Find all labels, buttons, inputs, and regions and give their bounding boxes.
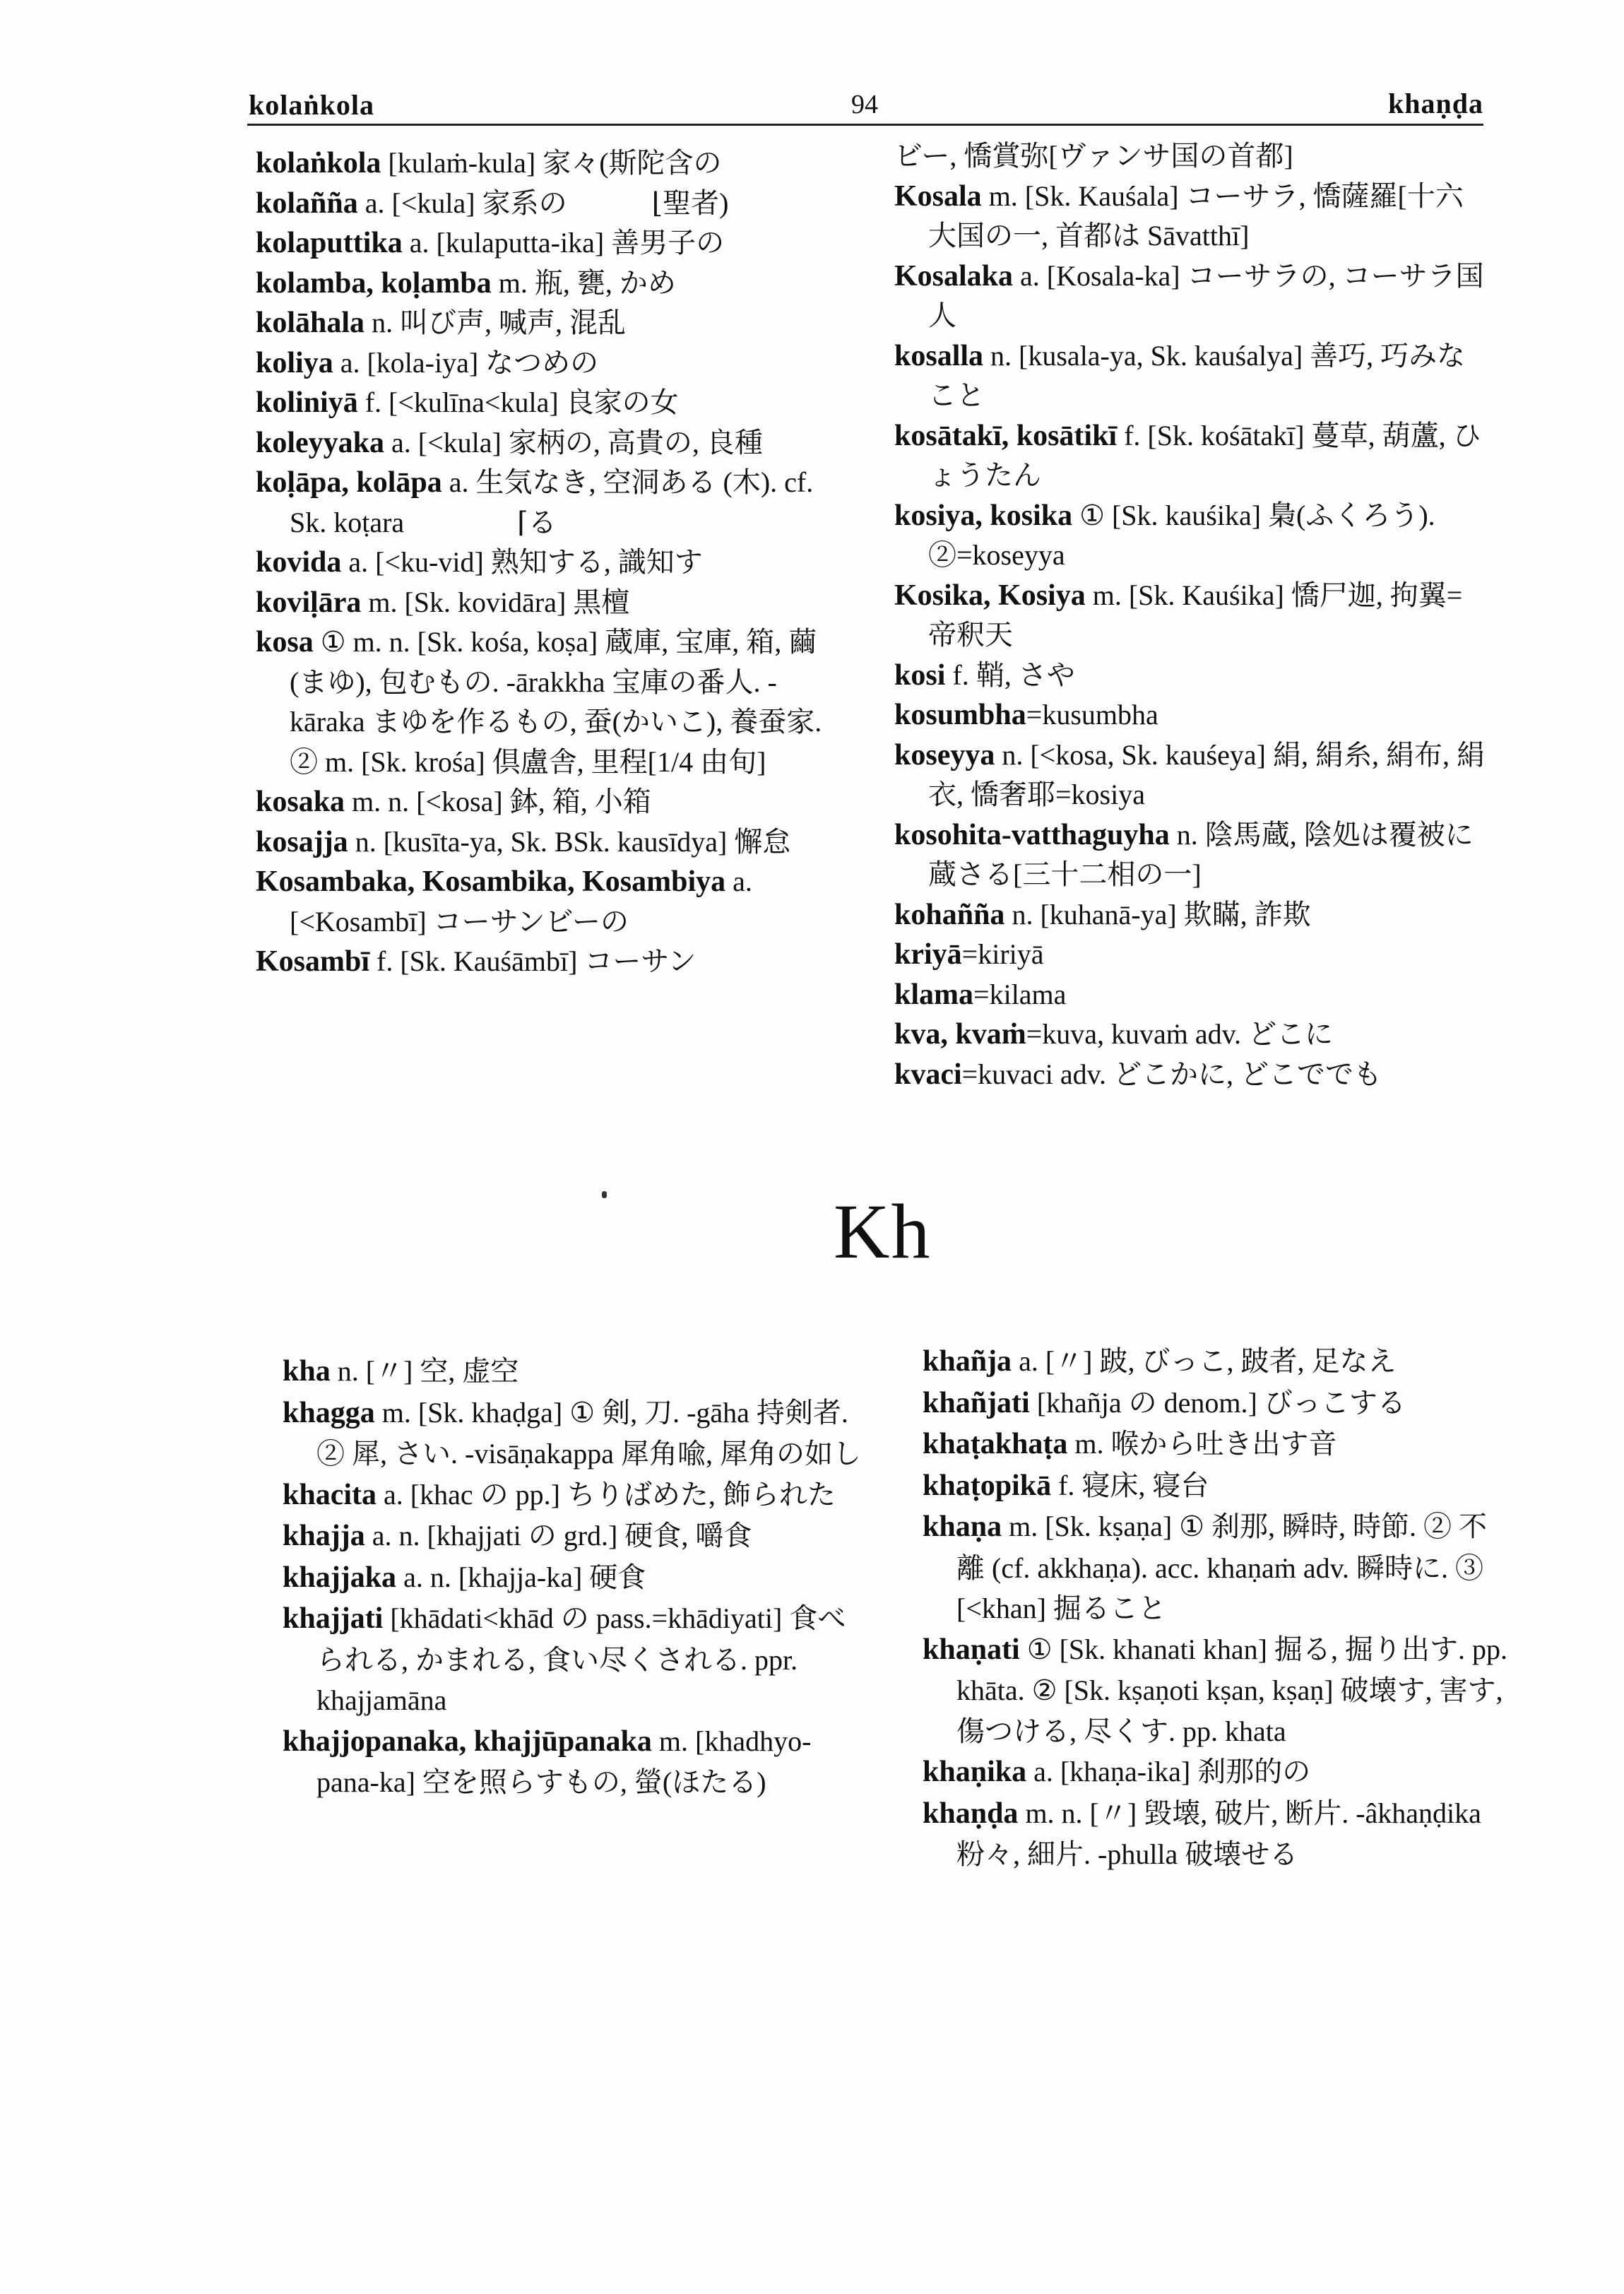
entry-definition: a. [<kula] 家系の ⌊聖者) bbox=[357, 187, 729, 219]
dictionary-entry bbox=[256, 782, 842, 822]
entry-definition: a. n. [khajja-ka] 硬食 bbox=[396, 1561, 646, 1593]
dictionary-entry bbox=[894, 935, 1488, 975]
entry-definition: a. [khaṇa-ika] 刹那的の bbox=[1026, 1756, 1311, 1787]
entry-headword: Kosala bbox=[894, 179, 982, 213]
entry-headword: kosiya, kosika bbox=[894, 499, 1073, 532]
entry-headword: khañja bbox=[923, 1345, 1012, 1378]
entry-definition: m. [Sk. Kauśika] 憍尸迦, 拘翼=帝釈天 bbox=[928, 579, 1463, 651]
dictionary-entry bbox=[283, 1515, 869, 1557]
dictionary-entry bbox=[894, 336, 1488, 416]
dictionary-entry bbox=[894, 576, 1488, 656]
entry-headword: Kosalaka bbox=[894, 259, 1014, 292]
entry-headword: kolaṅkola bbox=[256, 147, 381, 179]
entry-headword: khacita bbox=[283, 1478, 377, 1511]
entry-definition: n. [kusīta-ya, Sk. BSk. kausīdya] 懈怠 bbox=[348, 825, 791, 858]
header-rule bbox=[247, 124, 1483, 126]
entry-headword: khajja bbox=[283, 1520, 365, 1552]
entry-definition: a. [kulaputta-ika] 善男子の bbox=[402, 227, 725, 259]
dictionary-entry bbox=[894, 256, 1488, 336]
dictionary-entry bbox=[283, 1474, 869, 1516]
dictionary-entry bbox=[256, 143, 842, 184]
dictionary-entry bbox=[256, 862, 842, 942]
entry-definition: a. 生気なき, 空洞ある (木). cf. Sk. koṭara ⌈る bbox=[290, 466, 814, 538]
dictionary-entry bbox=[256, 822, 842, 863]
dictionary-entry bbox=[894, 895, 1488, 935]
entry-headword: kolaputtika bbox=[256, 227, 403, 259]
entry-headword: koleyyaka bbox=[256, 426, 385, 459]
entry-definition: n. [〃] 空, 虚空 bbox=[330, 1355, 519, 1387]
entry-headword: kolañña bbox=[256, 187, 358, 220]
entry-definition: f. [<kulīna<kula] 良家の女 bbox=[357, 386, 679, 418]
entry-headword: kohañña bbox=[894, 898, 1005, 931]
dictionary-entry bbox=[894, 695, 1488, 735]
entry-definition: m. [Sk. kṣaṇa] ① 刹那, 瞬時, 時節. ② 不離 (cf. akkhaṇa). acc. khaṇaṁ adv. 瞬時に. ③ [<khan] 掘ること bbox=[956, 1510, 1488, 1624]
entry-definition: f. [Sk. kośātakī] 蔓草, 葫蘆, ひょうたん bbox=[928, 419, 1481, 491]
dictionary-entry bbox=[283, 1598, 869, 1721]
entry-headword: Kosika, Kosiya bbox=[894, 579, 1086, 612]
entry-definition: ビー, 憍賞弥[ヴァンサ国の首都] bbox=[894, 140, 1293, 172]
entry-headword: khajjopanaka, khajjūpanaka bbox=[283, 1725, 652, 1758]
running-head-left: kolaṅkola bbox=[249, 89, 374, 121]
dictionary-entry bbox=[256, 264, 842, 304]
entry-definition: m. 瓶, 甕, かめ bbox=[491, 266, 676, 299]
entry-definition: [kulaṁ-kula] 家々(斯陀含の bbox=[381, 147, 722, 179]
entry-definition: m. [Sk. khaḍga] ① 剣, 刀. -gāha 持剣者. ② 犀, さい. -visāṇakappa 犀角喩, 犀角の如し bbox=[316, 1396, 862, 1470]
entry-headword: kolāhala bbox=[256, 307, 365, 339]
entry-definition: =kuva, kuvaṁ adv. どこに bbox=[1026, 1018, 1334, 1050]
entry-headword: koliniyā bbox=[256, 386, 358, 419]
entry-headword: koliya bbox=[256, 346, 333, 379]
entry-definition: [khādati<khād の pass.=khādiyati] 食べられる, かまれる, 食い尽くされる. ppr. khajjamāna bbox=[316, 1602, 846, 1716]
entry-definition: =kusumbha bbox=[1026, 699, 1158, 731]
dictionary-entry bbox=[256, 463, 842, 543]
entry-definition: =kuvaci adv. どこかに, どこででも bbox=[961, 1058, 1382, 1090]
entry-definition: ① m. n. [Sk. kośa, koṣa] 蔵庫, 宝庫, 箱, 繭(まゆ), 包むもの. -ārakkha 宝庫の番人. -kāraka まゆを作るもの, 蚕(かいこ), 養蚕家. ② m. [Sk. krośa] 倶盧舎, 里程[1/4 由旬] bbox=[290, 626, 822, 778]
entry-definition: [khañja の denom.] びっこする bbox=[1029, 1386, 1406, 1419]
entry-headword: kosumbha bbox=[894, 699, 1026, 731]
page-number: 94 bbox=[851, 90, 878, 119]
dictionary-entry bbox=[923, 1506, 1509, 1629]
entry-headword: kosi bbox=[894, 658, 946, 692]
dictionary-entry bbox=[256, 942, 842, 982]
dictionary-entry bbox=[283, 1721, 869, 1803]
entry-definition: a. [Kosala-ka] コーサラの, コーサラ国人 bbox=[928, 259, 1484, 331]
entry-headword: khañjati bbox=[923, 1386, 1030, 1419]
entry-definition: n. [<kosa, Sk. kauśeya] 絹, 絹糸, 絹布, 絹衣, 憍奢耶=kosiya bbox=[928, 738, 1485, 810]
entry-headword: klama bbox=[894, 978, 974, 1011]
entry-headword: kosātakī, kosātikī bbox=[894, 419, 1118, 452]
entry-headword: koḷāpa, kolāpa bbox=[256, 466, 442, 499]
column-top-left bbox=[256, 143, 842, 982]
entry-headword: khaṭopikā bbox=[923, 1469, 1052, 1502]
entry-definition: m. [Sk. Kauśala] コーサラ, 憍薩羅[十六大国の一, 首都は Sāvatthī] bbox=[928, 179, 1464, 252]
entry-definition: f. 寝床, 寝台 bbox=[1051, 1469, 1209, 1501]
entry-headword: khaṇa bbox=[923, 1510, 1002, 1543]
dictionary-entry bbox=[256, 543, 842, 583]
entry-definition: m. [Sk. kovidāra] 黒檀 bbox=[361, 586, 630, 618]
dictionary-entry bbox=[894, 496, 1488, 576]
dictionary-entry bbox=[256, 223, 842, 264]
entry-definition: n. 叫び声, 喊声, 混乱 bbox=[364, 307, 627, 338]
running-head-right: khaṇḍa bbox=[1388, 88, 1483, 119]
entry-headword: Kosambaka, Kosambika, Kosambiya bbox=[256, 865, 726, 898]
dictionary-entry bbox=[894, 416, 1488, 496]
entry-headword: Kosambī bbox=[256, 945, 370, 978]
entry-headword: kovida bbox=[256, 546, 342, 579]
dictionary-entry bbox=[256, 583, 842, 623]
entry-headword: kha bbox=[283, 1355, 331, 1388]
dictionary-entry bbox=[923, 1465, 1509, 1507]
dictionary-entry bbox=[894, 1015, 1488, 1055]
entry-headword: kosa bbox=[256, 626, 314, 658]
entry-definition: a. [<ku-vid] 熟知する, 識知す bbox=[341, 546, 703, 578]
column-bottom-right bbox=[923, 1341, 1509, 1875]
entry-definition: n. [kusala-ya, Sk. kauśalya] 善巧, 巧みなこと bbox=[928, 339, 1466, 411]
entry-headword: koviḷāra bbox=[256, 586, 362, 619]
entry-headword: khaṇika bbox=[923, 1756, 1027, 1788]
print-speck bbox=[602, 1191, 607, 1198]
entry-headword: kva, kvaṁ bbox=[894, 1018, 1026, 1051]
dictionary-entry bbox=[923, 1793, 1509, 1875]
entry-definition: n. [kuhanā-ya] 欺瞞, 詐欺 bbox=[1004, 898, 1311, 930]
entry-definition: m. n. [〃] 毀壊, 破片, 断片. -âkhaṇḍika 粉々, 細片. -phulla 破壊せる bbox=[956, 1797, 1481, 1870]
dictionary-entry bbox=[894, 815, 1488, 895]
dictionary-entry bbox=[256, 343, 842, 384]
dictionary-entry bbox=[894, 1055, 1488, 1095]
dictionary-entry bbox=[256, 184, 842, 224]
dictionary-entry bbox=[256, 303, 842, 343]
dictionary-entry bbox=[283, 1557, 869, 1599]
entry-definition: =kiriyā bbox=[961, 938, 1044, 970]
column-bottom-left bbox=[283, 1351, 869, 1803]
entry-headword: kriyā bbox=[894, 938, 962, 971]
entry-headword: khaṇḍa bbox=[923, 1797, 1019, 1830]
column-top-right bbox=[894, 136, 1488, 1094]
dictionary-entry bbox=[894, 177, 1488, 256]
dictionary-entry bbox=[894, 735, 1488, 815]
entry-headword: kosohita-vatthaguyha bbox=[894, 818, 1170, 851]
entry-headword: khaṇati bbox=[923, 1633, 1020, 1666]
entry-definition: f. 鞘, さや bbox=[945, 658, 1075, 691]
entry-definition: ① [Sk. khanati khan] 掘る, 掘り出す. pp. khāta. ② [Sk. kṣaṇoti kṣan, kṣaṇ] 破壊す, 害す, 傷つける, 尽くす. pp. khata bbox=[956, 1633, 1507, 1747]
entry-definition: a. n. [khajjati の grd.] 硬食, 嚼食 bbox=[364, 1520, 752, 1551]
entry-definition: a. [kola-iya] なつめの bbox=[333, 346, 599, 379]
entry-headword: kosalla bbox=[894, 339, 984, 372]
dictionary-entry bbox=[283, 1393, 869, 1474]
dictionary-entry bbox=[894, 656, 1488, 696]
entry-headword: khaṭakhaṭa bbox=[923, 1428, 1068, 1460]
entry-definition: a. [〃] 跛, びっこ, 跛者, 足なえ bbox=[1012, 1345, 1397, 1377]
entry-definition: m. n. [<kosa] 鉢, 箱, 小箱 bbox=[345, 786, 651, 817]
dictionary-entry bbox=[923, 1629, 1509, 1752]
dictionary-entry bbox=[283, 1351, 869, 1393]
section-heading: Kh bbox=[834, 1188, 932, 1275]
entry-definition: m. [khadhyo-pana-ka] 空を照らすもの, 螢(ほたる) bbox=[316, 1725, 812, 1798]
entry-definition: f. [Sk. Kauśāmbī] コーサン bbox=[369, 945, 697, 977]
page-header bbox=[247, 75, 1483, 126]
entry-headword: khagga bbox=[283, 1396, 375, 1429]
entry-headword: kvaci bbox=[894, 1058, 962, 1091]
dictionary-entry bbox=[256, 423, 842, 463]
entry-definition: =kilama bbox=[973, 978, 1067, 1010]
dictionary-entry bbox=[256, 622, 842, 782]
entry-definition: a. [<Kosambī] コーサンビーの bbox=[290, 865, 752, 938]
entry-definition: a. [<kula] 家柄の, 高貴の, 良種 bbox=[384, 426, 763, 459]
entry-headword: khajjaka bbox=[283, 1561, 397, 1594]
entry-definition: m. 喉から吐き出す音 bbox=[1067, 1428, 1337, 1460]
entry-definition: a. [khac の pp.] ちりばめた, 飾られた bbox=[377, 1478, 836, 1510]
dictionary-entry bbox=[923, 1383, 1509, 1424]
dictionary-entry bbox=[923, 1341, 1509, 1383]
dictionary-entry bbox=[923, 1424, 1509, 1465]
entry-headword: kolamba, koḷamba bbox=[256, 266, 492, 300]
dictionary-entry bbox=[894, 136, 1488, 177]
entry-definition: n. 陰馬蔵, 陰処は覆被に蔵さる[三十二相の一] bbox=[928, 818, 1474, 890]
entry-headword: koseyya bbox=[894, 738, 995, 771]
entry-headword: kosaka bbox=[256, 786, 345, 818]
dictionary-entry bbox=[256, 383, 842, 423]
dictionary-entry bbox=[923, 1751, 1509, 1793]
entry-headword: kosajja bbox=[256, 825, 348, 858]
dictionary-entry bbox=[894, 975, 1488, 1015]
entry-definition: ① [Sk. kauśika] 梟(ふくろう). ②=koseyya bbox=[928, 499, 1435, 571]
entry-headword: khajjati bbox=[283, 1602, 384, 1635]
